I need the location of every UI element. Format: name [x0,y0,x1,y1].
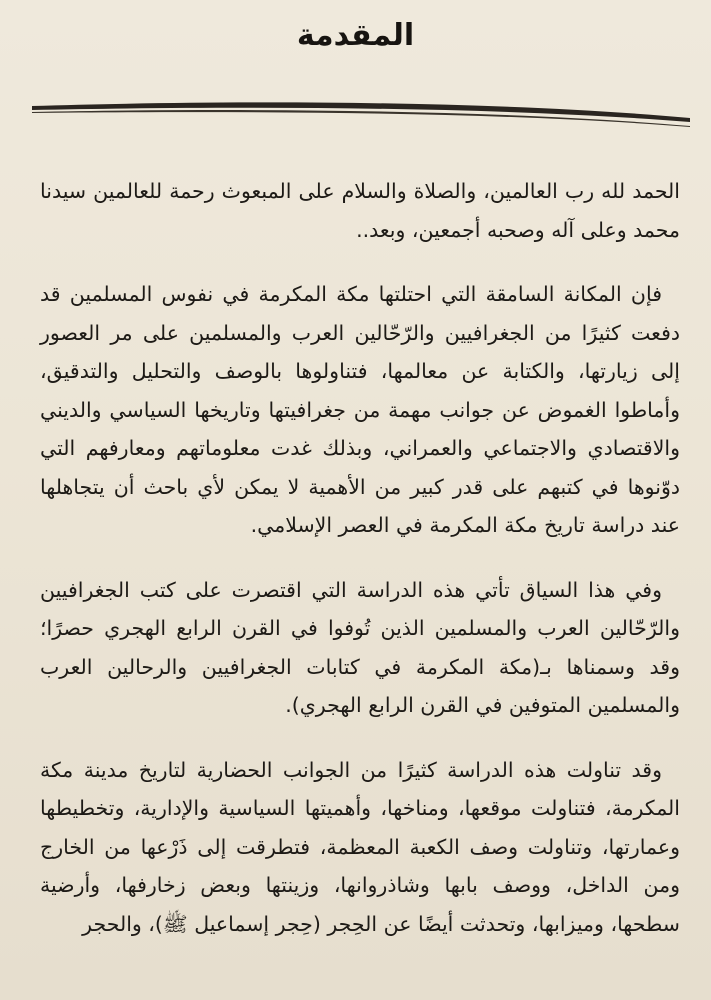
paragraph-status: فإن المكانة السامقة التي احتلتها مكة المكرمة في نفوس المسلمين قد دفعت كثيرًا من الجغرافيين والرّحّالين العرب والمسلمين على مر العصور إلى زيارتها، والكتابة عن معالمها، فتناولوها بالوصف والتحليل والتدقيق، وأماطوا الغموض عن جوانب مهمة من جغرافيتها وتاريخها السياسي والديني والاقتصادي والاجتماعي والعمراني، وبذلك غدت معلوماتهم ومعارفهم التي دوّنوها في كتبهم على قدر كبير من الأهمية لا يمكن لأي باحث أن يتجاهلها عند دراسة تاريخ مكة المكرمة في العصر الإسلامي. [40,282,680,537]
paragraph-context: وفي هذا السياق تأتي هذه الدراسة التي اقتصرت على كتب الجغرافيين والرّحّالين العرب والمسلمين الذين تُوفوا في القرن الرابع الهجري حصرًا؛ وقد وسمناها بـ(مكة المكرمة في كتابات الجغرافيين والرحالين العرب والمسلمين المتوفين في القرن الرابع الهجري). [40,577,680,717]
paragraph-opening: الحمد لله رب العالمين، والصلاة والسلام على المبعوث رحمة للعالمين سيدنا محمد وعلى آله وصحبه أجمعين، وبعد.. [40,179,680,242]
body-text [40,172,680,943]
page-title: المقدمة [296,18,415,53]
paragraph-scope: وقد تناولت هذه الدراسة كثيرًا من الجوانب الحضارية لتاريخ مدينة مكة المكرمة، فتناولت موقعها، ومناخها، وأهميتها السياسية والإدارية، وتخطيطها وعمارتها، وتناولت وصف الكعبة المعظمة، فتطرقت إلى ذَرْعها من الخارج ومن الداخل، ووصف بابها وشاذروانها، وزينتها وبعض زخارفها، وأرضية سطحها، وميزابها، وتحدثت أيضًا عن الحِجر (حِجر إسماعيل ﷺ)، والحجر [40,757,680,936]
decorative-divider [30,92,692,132]
